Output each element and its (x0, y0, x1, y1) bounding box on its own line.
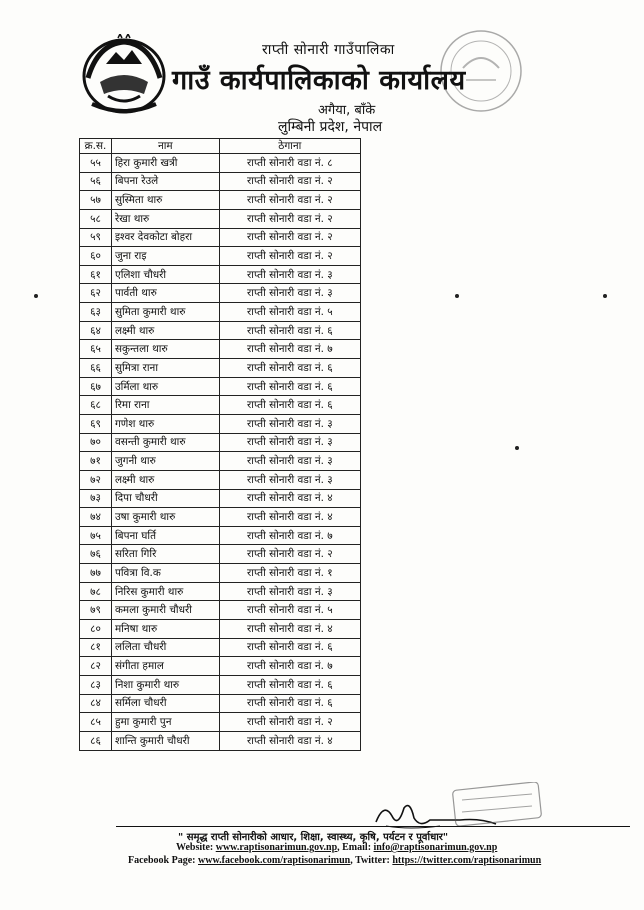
row-name: हिरा कुमारी खत्री (111, 154, 219, 173)
row-sn: ६७ (80, 377, 112, 396)
row-address: राप्ती सोनारी वडा नं. ७ (219, 657, 360, 676)
row-address: राप्ती सोनारी वडा नं. २ (219, 191, 360, 210)
office-location: अगैया, बाँके (318, 103, 376, 118)
row-sn: ५८ (80, 209, 112, 228)
row-address: राप्ती सोनारी वडा नं. ४ (219, 508, 360, 527)
footer-rule (116, 826, 630, 827)
row-sn: ७७ (80, 564, 112, 583)
row-sn: ६२ (80, 284, 112, 303)
row-sn: ७४ (80, 508, 112, 527)
website-link[interactable]: www.raptisonarimun.gov.np (215, 842, 338, 853)
twitter-link[interactable]: https://twitter.com/raptisonarimun (392, 855, 542, 866)
row-sn: ६० (80, 247, 112, 266)
office-title: गाउँ कार्यपालिकाको कार्यालय (172, 65, 466, 96)
row-sn: ८२ (80, 657, 112, 676)
row-name: वसन्ती कुमारी थारु (111, 433, 219, 452)
header-sn: क्र.स. (80, 139, 112, 154)
row-address: राप्ती सोनारी वडा नं. ३ (219, 433, 360, 452)
row-sn: ७६ (80, 545, 112, 564)
row-sn: ७३ (80, 489, 112, 508)
row-sn: ६८ (80, 396, 112, 415)
scan-dot (34, 294, 38, 298)
row-address: राप्ती सोनारी वडा नं. ५ (219, 601, 360, 620)
row-name: गणेश थारु (111, 414, 219, 433)
email-label: Email: (342, 842, 372, 853)
municipality-name: राप्ती सोनारी गाउँपालिका (262, 42, 395, 58)
facebook-link[interactable]: www.facebook.com/raptisonarimun (198, 855, 351, 866)
row-name: पार्वती थारु (111, 284, 219, 303)
row-address: राप्ती सोनारी वडा नं. ६ (219, 359, 360, 378)
table-row (80, 433, 361, 452)
table-row (80, 303, 361, 322)
row-address: राप्ती सोनारी वडा नं. ६ (219, 638, 360, 657)
row-name: लक्ष्मी थारु (111, 321, 219, 340)
header-address: ठेगाना (219, 139, 360, 154)
row-name: मनिषा थारु (111, 620, 219, 639)
name-list-table (79, 138, 361, 751)
table-body (80, 154, 361, 751)
nepal-emblem-icon (78, 34, 170, 116)
row-sn: ६९ (80, 414, 112, 433)
row-sn: ६४ (80, 321, 112, 340)
row-name: निरिस कुमारी थारु (111, 582, 219, 601)
row-sn: ६३ (80, 303, 112, 322)
row-name: रिमा राना (111, 396, 219, 415)
table-row (80, 731, 361, 750)
row-name: कमला कुमारी चौधरी (111, 601, 219, 620)
row-name: सुमित्रा राना (111, 359, 219, 378)
table-row (80, 191, 361, 210)
email-link[interactable]: info@raptisonarimun.gov.np (373, 842, 498, 853)
row-address: राप्ती सोनारी वडा नं. ७ (219, 526, 360, 545)
row-sn: ८३ (80, 675, 112, 694)
row-name: संगीता हमाल (111, 657, 219, 676)
footer-slogan: " समृद्ध राप्ती सोनारीको आधार, शिक्षा, स्वास्थ्य, कृषि, पर्यटन र पूर्वाधार" (178, 832, 449, 843)
row-name: लक्ष्मी थारु (111, 470, 219, 489)
table-row (80, 582, 361, 601)
table-header-row (80, 139, 361, 154)
row-address: राप्ती सोनारी वडा नं. ३ (219, 284, 360, 303)
table-row (80, 620, 361, 639)
row-name: सर्मिला चौधरी (111, 694, 219, 713)
row-name: जुना राइ (111, 247, 219, 266)
row-address: राप्ती सोनारी वडा नं. ८ (219, 154, 360, 173)
row-address: राप्ती सोनारी वडा नं. ३ (219, 582, 360, 601)
table-row (80, 414, 361, 433)
row-sn: ७१ (80, 452, 112, 471)
table-row (80, 265, 361, 284)
row-address: राप्ती सोनारी वडा नं. ७ (219, 340, 360, 359)
table-row (80, 638, 361, 657)
row-address: राप्ती सोनारी वडा नं. ३ (219, 452, 360, 471)
row-name: ललिता चौधरी (111, 638, 219, 657)
row-address: राप्ती सोनारी वडा नं. ६ (219, 694, 360, 713)
table-row (80, 489, 361, 508)
scan-dot (455, 294, 459, 298)
scan-dot (603, 294, 607, 298)
row-address: राप्ती सोनारी वडा नं. ३ (219, 265, 360, 284)
row-name: हुमा कुमारी पुन (111, 713, 219, 732)
footer-social: Facebook Page: www.facebook.com/raptisonarimun, Twitter: https://twitter.com/raptisonarimun (128, 855, 542, 866)
table-row (80, 209, 361, 228)
table-row (80, 377, 361, 396)
row-name: सकुन्तला थारु (111, 340, 219, 359)
row-address: राप्ती सोनारी वडा नं. ६ (219, 675, 360, 694)
row-sn: ५९ (80, 228, 112, 247)
table-row (80, 675, 361, 694)
table-row (80, 154, 361, 173)
row-sn: ८० (80, 620, 112, 639)
row-sn: ७९ (80, 601, 112, 620)
row-sn: ५५ (80, 154, 112, 173)
row-address: राप्ती सोनारी वडा नं. ६ (219, 377, 360, 396)
row-name: उषा कुमारी थारु (111, 508, 219, 527)
row-sn: ७२ (80, 470, 112, 489)
row-sn: ८१ (80, 638, 112, 657)
row-address: राप्ती सोनारी वडा नं. २ (219, 228, 360, 247)
row-address: राप्ती सोनारी वडा नं. २ (219, 247, 360, 266)
row-name: एलिशा चौधरी (111, 265, 219, 284)
row-name: दिपा चौधरी (111, 489, 219, 508)
table-row (80, 359, 361, 378)
row-sn: ६१ (80, 265, 112, 284)
table-row (80, 526, 361, 545)
table-row (80, 172, 361, 191)
row-name: जुगनी थारु (111, 452, 219, 471)
website-label: Website: (176, 842, 214, 853)
row-address: राप्ती सोनारी वडा नं. ५ (219, 303, 360, 322)
row-name: सरिता गिरि (111, 545, 219, 564)
row-name: पवित्रा वि.क (111, 564, 219, 583)
table-row (80, 657, 361, 676)
row-address: राप्ती सोनारी वडा नं. १ (219, 564, 360, 583)
table-row (80, 340, 361, 359)
row-sn: ८५ (80, 713, 112, 732)
table-row (80, 694, 361, 713)
table-row (80, 713, 361, 732)
table-row (80, 470, 361, 489)
twitter-label: Twitter: (355, 855, 390, 866)
facebook-label: Facebook Page: (128, 855, 196, 866)
row-sn: ६५ (80, 340, 112, 359)
row-name: इश्वर देवकोटा बोहरा (111, 228, 219, 247)
row-address: राप्ती सोनारी वडा नं. २ (219, 172, 360, 191)
row-sn: ७५ (80, 526, 112, 545)
table-row (80, 321, 361, 340)
table-row (80, 564, 361, 583)
row-name: सुस्मिता थारु (111, 191, 219, 210)
row-name: निशा कुमारी थारु (111, 675, 219, 694)
table-row (80, 396, 361, 415)
row-name: बिपना रेउले (111, 172, 219, 191)
row-address: राप्ती सोनारी वडा नं. ३ (219, 414, 360, 433)
row-name: उर्मिला थारु (111, 377, 219, 396)
table-row (80, 228, 361, 247)
row-name: सुमिता कुमारी थारु (111, 303, 219, 322)
footer-contact: Website: www.raptisonarimun.gov.np, Email: info@raptisonarimun.gov.np (176, 842, 498, 853)
row-name: शान्ति कुमारी चौधरी (111, 731, 219, 750)
row-address: राप्ती सोनारी वडा नं. २ (219, 209, 360, 228)
table-row (80, 284, 361, 303)
row-address: राप्ती सोनारी वडा नं. ४ (219, 489, 360, 508)
row-address: राप्ती सोनारी वडा नं. ३ (219, 470, 360, 489)
row-sn: ५७ (80, 191, 112, 210)
table-row (80, 247, 361, 266)
row-sn: ७० (80, 433, 112, 452)
row-sn: ६६ (80, 359, 112, 378)
header-name: नाम (111, 139, 219, 154)
table-row (80, 452, 361, 471)
table-row (80, 601, 361, 620)
row-address: राप्ती सोनारी वडा नं. २ (219, 545, 360, 564)
scan-dot (515, 446, 519, 450)
row-name: रेखा थारु (111, 209, 219, 228)
row-name: बिपना घर्ति (111, 526, 219, 545)
row-address: राप्ती सोनारी वडा नं. २ (219, 713, 360, 732)
table-row (80, 508, 361, 527)
row-sn: ७८ (80, 582, 112, 601)
official-stamp-icon (452, 782, 542, 826)
row-sn: ८६ (80, 731, 112, 750)
table-row (80, 545, 361, 564)
row-address: राप्ती सोनारी वडा नं. ४ (219, 620, 360, 639)
row-address: राप्ती सोनारी वडा नं. ६ (219, 396, 360, 415)
row-sn: ५६ (80, 172, 112, 191)
row-address: राप्ती सोनारी वडा नं. ६ (219, 321, 360, 340)
row-sn: ८४ (80, 694, 112, 713)
province-name: लुम्बिनी प्रदेश, नेपाल (278, 119, 383, 135)
row-address: राप्ती सोनारी वडा नं. ४ (219, 731, 360, 750)
